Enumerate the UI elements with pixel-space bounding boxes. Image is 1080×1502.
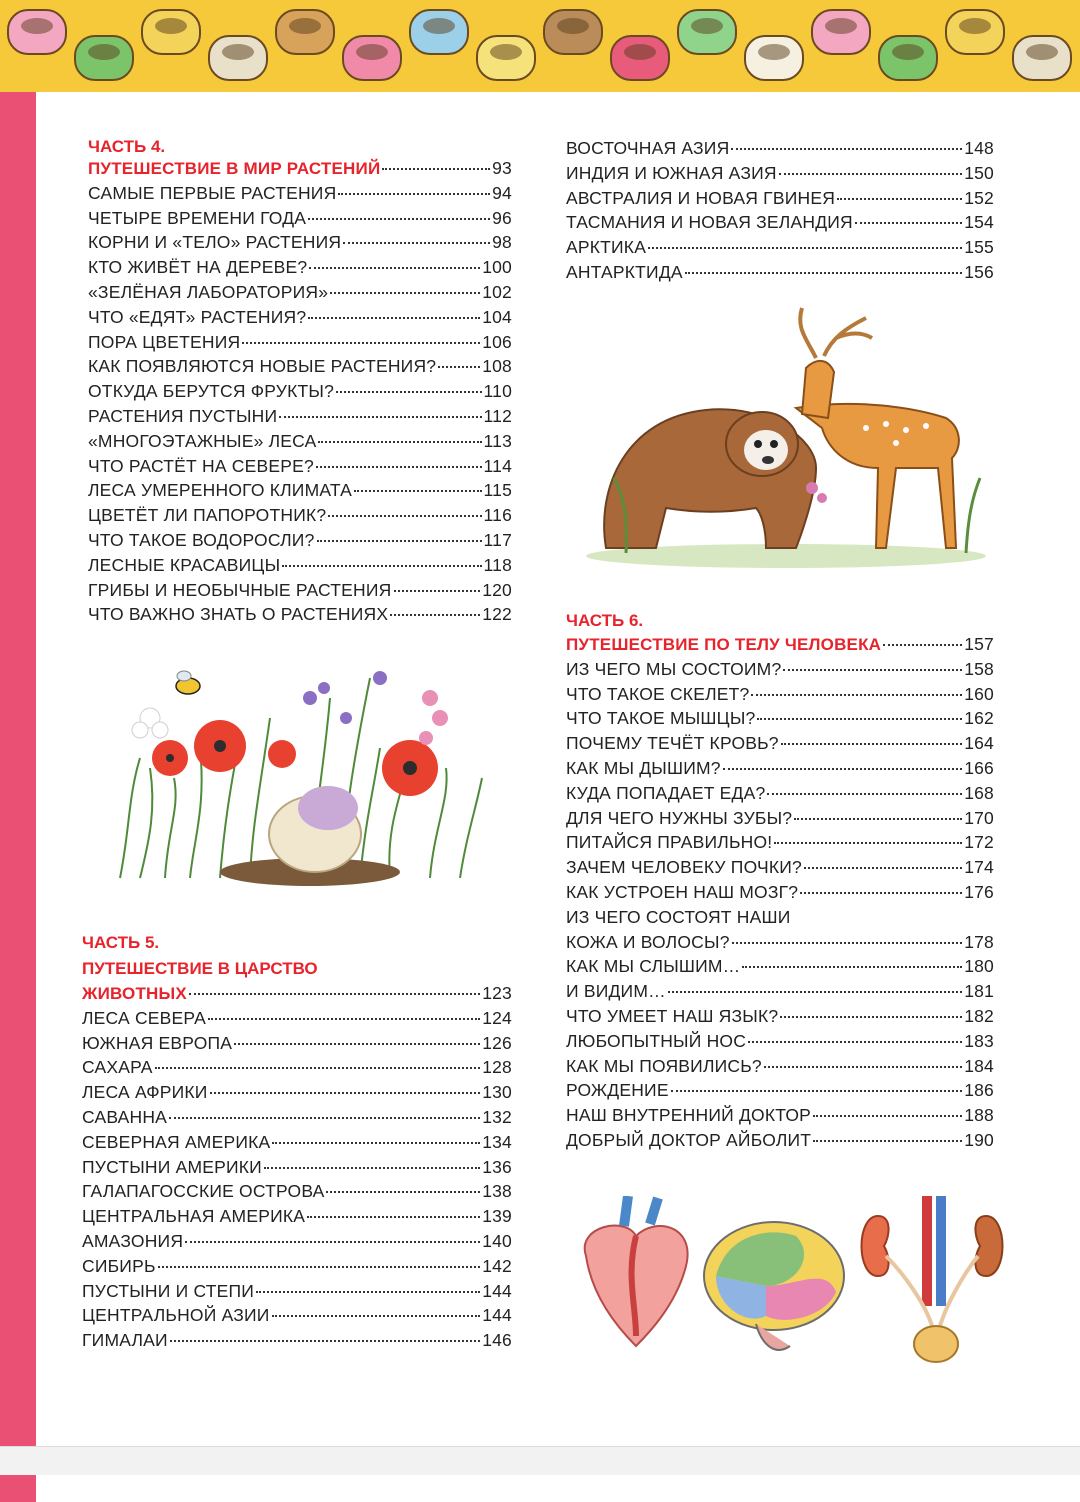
toc-entry[interactable] bbox=[82, 1231, 512, 1256]
toc-entry-title: АВСТРАЛИЯ И НОВАЯ ГВИНЕЯ bbox=[566, 187, 836, 208]
toc-entry-title: ПОРА ЦВЕТЕНИЯ bbox=[88, 331, 241, 352]
leader-dots bbox=[780, 1016, 962, 1018]
toc-entry-page: 158 bbox=[964, 658, 994, 679]
toc-entry-page: 106 bbox=[482, 331, 512, 352]
toc-entry[interactable] bbox=[88, 381, 512, 406]
toc-entry-title: ЧТО УМЕЕТ НАШ ЯЗЫК? bbox=[566, 1005, 779, 1026]
leader-dots bbox=[242, 342, 480, 344]
toc-entry-page: 182 bbox=[964, 1005, 994, 1026]
toc-entry[interactable] bbox=[566, 1056, 994, 1081]
toc-entry[interactable] bbox=[566, 1130, 994, 1155]
toc-entry-title: «МНОГОЭТАЖНЫЕ» ЛЕСА bbox=[88, 430, 317, 451]
shoes-border-illustration bbox=[0, 0, 1080, 92]
toc-entry-page: 164 bbox=[964, 733, 994, 754]
toc-entry-page: 176 bbox=[964, 881, 994, 902]
toc-entry-title: КАК УСТРОЕН НАШ МОЗГ? bbox=[566, 881, 799, 902]
toc-entry[interactable] bbox=[82, 1256, 512, 1281]
leader-dots bbox=[757, 718, 962, 720]
part6-label: ЧАСТЬ 6. bbox=[566, 611, 644, 630]
leader-dots bbox=[774, 842, 962, 844]
part5-title-line2: ЖИВОТНЫХ bbox=[82, 984, 187, 1003]
toc-entry-page: 144 bbox=[482, 1305, 512, 1326]
heart-icon bbox=[585, 1196, 688, 1346]
toc-entry[interactable] bbox=[82, 1206, 512, 1231]
leader-dots bbox=[804, 867, 962, 869]
toc-entry-title: КОЖА И ВОЛОСЫ? bbox=[566, 931, 730, 952]
toc-entry-title: КОРНИ И «ТЕЛО» РАСТЕНИЯ bbox=[88, 232, 342, 253]
leader-dots bbox=[234, 1043, 480, 1045]
toc-entry[interactable] bbox=[88, 480, 512, 505]
toc-entry-title: КТО ЖИВЁТ НА ДЕРЕВЕ? bbox=[88, 257, 308, 278]
part5-entries bbox=[82, 1008, 512, 1355]
toc-entry-title: СИБИРЬ bbox=[82, 1255, 156, 1276]
leader-dots bbox=[779, 173, 962, 175]
toc-entry-title: ИЗ ЧЕГО СОСТОЯТ НАШИ bbox=[566, 906, 791, 927]
toc-entry-page: 180 bbox=[964, 956, 994, 977]
toc-entry-page: 130 bbox=[482, 1082, 512, 1103]
flowers-dinosaur-illustration bbox=[110, 658, 502, 888]
leader-dots bbox=[767, 793, 962, 795]
toc-entry-page: 104 bbox=[482, 306, 512, 327]
leader-dots bbox=[189, 993, 480, 995]
leader-dots bbox=[648, 247, 962, 249]
toc-entry-title: КАК МЫ ДЫШИМ? bbox=[566, 757, 721, 778]
leader-dots bbox=[813, 1140, 962, 1142]
part6-title: ПУТЕШЕСТВИЕ ПО ТЕЛУ ЧЕЛОВЕКА bbox=[566, 635, 882, 654]
toc-entry-title: ГАЛАПАГОССКИЕ ОСТРОВА bbox=[82, 1181, 325, 1202]
toc-entry[interactable] bbox=[566, 832, 994, 857]
toc-entry-title: ЛЕСНЫЕ КРАСАВИЦЫ bbox=[88, 554, 281, 575]
toc-entry-title: НАШ ВНУТРЕННИЙ ДОКТОР bbox=[566, 1105, 812, 1126]
toc-entry-page: 174 bbox=[964, 857, 994, 878]
toc-entry[interactable] bbox=[566, 708, 994, 733]
toc-entry-title: АМАЗОНИЯ bbox=[82, 1230, 184, 1251]
toc-entry-page: 118 bbox=[483, 554, 512, 575]
toc-entry[interactable] bbox=[566, 188, 994, 213]
leader-dots bbox=[336, 391, 481, 393]
leader-dots bbox=[272, 1142, 480, 1144]
toc-entry-page: 94 bbox=[492, 182, 512, 203]
leader-dots bbox=[800, 892, 962, 894]
leader-dots bbox=[308, 218, 490, 220]
leader-dots bbox=[751, 694, 962, 696]
top-shoes-border bbox=[0, 0, 1080, 92]
toc-entry-title: КУДА ПОПАДАЕТ ЕДА? bbox=[566, 782, 766, 803]
toc-entry-title: ЮЖНАЯ ЕВРОПА bbox=[82, 1032, 233, 1053]
leader-dots bbox=[855, 222, 962, 224]
leader-dots bbox=[338, 193, 490, 195]
toc-entry-page: 134 bbox=[482, 1131, 512, 1152]
toc-entry[interactable] bbox=[566, 758, 994, 783]
leader-dots bbox=[210, 1092, 481, 1094]
toc-entry-page: 136 bbox=[482, 1156, 512, 1177]
leader-dots bbox=[318, 441, 481, 443]
leader-dots bbox=[794, 818, 962, 820]
toc-entry[interactable] bbox=[88, 332, 512, 357]
toc-entry[interactable] bbox=[566, 882, 994, 907]
leader-dots bbox=[326, 1191, 480, 1193]
toc-entry-title: САХАРА bbox=[82, 1057, 153, 1078]
toc-entry[interactable] bbox=[82, 1281, 512, 1306]
toc-entry-title: ЧЕТЫРЕ ВРЕМЕНИ ГОДА bbox=[88, 207, 307, 228]
toc-entry[interactable] bbox=[566, 163, 994, 188]
toc-entry-title: ЧТО ТАКОЕ МЫШЦЫ? bbox=[566, 708, 756, 729]
toc-entry-page: 100 bbox=[482, 257, 512, 278]
toc-entry[interactable] bbox=[88, 406, 512, 431]
toc-entry-title: ПОЧЕМУ ТЕЧЁТ КРОВЬ? bbox=[566, 733, 779, 754]
leader-dots bbox=[394, 590, 481, 592]
toc-entry[interactable] bbox=[82, 1008, 512, 1033]
toc-entry[interactable] bbox=[82, 1132, 512, 1157]
toc-part4 bbox=[88, 136, 512, 629]
toc-entry[interactable] bbox=[88, 282, 512, 307]
toc-entry-title: ТАСМАНИЯ И НОВАЯ ЗЕЛАНДИЯ bbox=[566, 212, 853, 233]
toc-entry-page: 124 bbox=[482, 1007, 512, 1028]
part6-title-row[interactable] bbox=[566, 634, 994, 659]
toc-entry-page: 156 bbox=[964, 261, 994, 282]
leader-dots bbox=[279, 416, 481, 418]
leader-dots bbox=[723, 768, 962, 770]
leader-dots bbox=[317, 540, 482, 542]
toc-entry-title: ЦВЕТЁТ ЛИ ПАПОРОТНИК? bbox=[88, 505, 327, 526]
toc-entry-page: 112 bbox=[483, 405, 512, 426]
toc-entry[interactable] bbox=[566, 981, 994, 1006]
leader-dots bbox=[170, 1340, 480, 1342]
toc-entry[interactable] bbox=[82, 1157, 512, 1182]
toc-entry-page: 170 bbox=[964, 807, 994, 828]
toc-entry-title: ЛЕСА АФРИКИ bbox=[82, 1082, 208, 1103]
toc-entry[interactable] bbox=[88, 555, 512, 580]
toc-entry-title: АНТАРКТИДА bbox=[566, 261, 683, 282]
part6-page: 157 bbox=[964, 634, 994, 654]
toc-entry-page: 120 bbox=[482, 579, 512, 600]
toc-entry-title: ЦЕНТРАЛЬНАЯ АМЕРИКА bbox=[82, 1206, 306, 1227]
toc-entry[interactable] bbox=[566, 733, 994, 758]
leader-dots bbox=[272, 1315, 481, 1317]
toc-entry-page: 126 bbox=[482, 1032, 512, 1053]
toc-entry[interactable] bbox=[88, 257, 512, 282]
toc-entry-page: 140 bbox=[482, 1230, 512, 1251]
toc-entry-title: ПУСТЫНИ АМЕРИКИ bbox=[82, 1156, 262, 1177]
leader-dots bbox=[390, 614, 480, 616]
part5-entries-continued bbox=[566, 138, 994, 287]
leader-dots bbox=[343, 242, 490, 244]
part4-label: ЧАСТЬ 4. bbox=[88, 137, 166, 156]
toc-entry-title: САМЫЕ ПЕРВЫЕ РАСТЕНИЯ bbox=[88, 182, 337, 203]
toc-entry[interactable] bbox=[82, 1033, 512, 1058]
leader-dots bbox=[158, 1266, 481, 1268]
leader-dots bbox=[354, 490, 481, 492]
leader-dots bbox=[208, 1018, 480, 1020]
leader-dots bbox=[783, 669, 962, 671]
leader-dots bbox=[731, 148, 962, 150]
toc-entry-page: 148 bbox=[964, 138, 994, 158]
toc-entry[interactable] bbox=[82, 1057, 512, 1082]
toc-entry[interactable] bbox=[566, 1080, 994, 1105]
toc-entry[interactable] bbox=[566, 1006, 994, 1031]
toc-entry-title: ДОБРЫЙ ДОКТОР АЙБОЛИТ bbox=[566, 1129, 812, 1150]
part5-title-line1: ПУТЕШЕСТВИЕ В ЦАРСТВО bbox=[82, 959, 318, 978]
toc-entry-page: 160 bbox=[964, 683, 994, 704]
part4-entries bbox=[88, 183, 512, 629]
part4-title: ПУТЕШЕСТВИЕ В МИР РАСТЕНИЙ bbox=[88, 159, 381, 178]
leader-dots bbox=[671, 1090, 963, 1092]
toc-entry-title: КАК МЫ ПОЯВИЛИСЬ? bbox=[566, 1055, 762, 1076]
toc-entry-title: ПУСТЫНИ И СТЕПИ bbox=[82, 1280, 255, 1301]
toc-entry-page: 178 bbox=[964, 931, 994, 952]
leader-dots bbox=[732, 942, 963, 944]
toc-entry-page: 138 bbox=[482, 1181, 512, 1202]
toc-entry[interactable] bbox=[566, 684, 994, 709]
leader-dots bbox=[742, 966, 962, 968]
toc-entry-page: 183 bbox=[964, 1030, 994, 1051]
toc-entry-page: 113 bbox=[483, 430, 512, 451]
leader-dots bbox=[282, 565, 481, 567]
toc-entry-page: 190 bbox=[964, 1129, 994, 1150]
toc-entry-title: ГРИБЫ И НЕОБЫЧНЫЕ РАСТЕНИЯ bbox=[88, 579, 392, 600]
toc-entry-title: ЛЕСА УМЕРЕННОГО КЛИМАТА bbox=[88, 480, 353, 501]
leader-dots bbox=[328, 515, 481, 517]
toc-entry-page: 188 bbox=[964, 1105, 994, 1126]
toc-entry-title: ЧТО ВАЖНО ЗНАТЬ О РАСТЕНИЯХ bbox=[88, 604, 389, 625]
toc-entry[interactable] bbox=[82, 1082, 512, 1107]
toc-entry[interactable] bbox=[82, 1181, 512, 1206]
toc-entry-page: 142 bbox=[482, 1255, 512, 1276]
toc-entry-title: ЧТО ТАКОЕ ВОДОРОСЛИ? bbox=[88, 529, 315, 550]
toc-part5 bbox=[82, 932, 512, 1355]
toc-entry[interactable] bbox=[566, 907, 994, 932]
toc-entry[interactable] bbox=[88, 356, 512, 381]
part5-page: 123 bbox=[482, 983, 512, 1003]
leader-dots bbox=[813, 1115, 962, 1117]
leader-dots bbox=[883, 644, 962, 646]
toc-entry-page: 108 bbox=[482, 356, 512, 377]
toc-entry-page: 128 bbox=[482, 1057, 512, 1078]
toc-entry-title: КАК МЫ СЛЫШИМ… bbox=[566, 956, 741, 977]
toc-entry[interactable] bbox=[88, 456, 512, 481]
toc-entry-page: 122 bbox=[482, 604, 512, 625]
toc-entry-page: 154 bbox=[964, 212, 994, 233]
toc-entry[interactable] bbox=[566, 808, 994, 833]
toc-entry-page: 98 bbox=[492, 232, 512, 253]
toc-entry[interactable] bbox=[82, 1330, 512, 1355]
toc-entry-page: 172 bbox=[964, 832, 994, 853]
toc-entry-title: И ВИДИМ… bbox=[566, 981, 666, 1002]
toc-entry-page: 102 bbox=[482, 281, 512, 302]
toc-entry-title: ИНДИЯ И ЮЖНАЯ АЗИЯ bbox=[566, 162, 777, 183]
toc-entry-page: 139 bbox=[482, 1206, 512, 1227]
toc-entry-page: 146 bbox=[482, 1330, 512, 1351]
toc-entry[interactable] bbox=[88, 307, 512, 332]
toc-entry[interactable] bbox=[88, 505, 512, 530]
part6-entries bbox=[566, 659, 994, 1155]
toc-entry-title: ЧТО РАСТЁТ НА СЕВЕРЕ? bbox=[88, 455, 314, 476]
organs-illustration bbox=[566, 1196, 1012, 1376]
toc-entry-title: КАК ПОЯВЛЯЮТСЯ НОВЫЕ РАСТЕНИЯ? bbox=[88, 356, 437, 377]
toc-entry-title: ОТКУДА БЕРУТСЯ ФРУКТЫ? bbox=[88, 381, 335, 402]
leader-dots bbox=[155, 1067, 481, 1069]
toc-entry[interactable] bbox=[566, 262, 994, 287]
toc-entry-page: 152 bbox=[964, 187, 994, 208]
toc-entry-title: ЧТО ТАКОЕ СКЕЛЕТ? bbox=[566, 683, 750, 704]
toc-entry-page: 116 bbox=[483, 505, 512, 526]
toc-entry[interactable] bbox=[566, 857, 994, 882]
leader-dots bbox=[309, 267, 480, 269]
toc-entry-title: СЕВЕРНАЯ АМЕРИКА bbox=[82, 1131, 271, 1152]
toc-entry-title: РАСТЕНИЯ ПУСТЫНИ bbox=[88, 405, 278, 426]
toc-entry[interactable] bbox=[566, 1105, 994, 1130]
toc-entry[interactable] bbox=[82, 1305, 512, 1330]
leader-dots bbox=[316, 466, 482, 468]
toc-entry[interactable] bbox=[566, 1031, 994, 1056]
toc-entry-page: 110 bbox=[483, 381, 512, 402]
toc-entry-title: ПИТАЙСЯ ПРАВИЛЬНО! bbox=[566, 832, 773, 853]
toc-entry-page: 150 bbox=[964, 162, 994, 183]
toc-entry[interactable] bbox=[566, 237, 994, 262]
toc-entry-page: 144 bbox=[482, 1280, 512, 1301]
toc-entry-page: 166 bbox=[964, 757, 994, 778]
toc-entry-page: 181 bbox=[964, 981, 994, 1002]
leader-dots bbox=[256, 1291, 480, 1293]
toc-entry[interactable] bbox=[566, 932, 994, 957]
toc-entry[interactable] bbox=[88, 604, 512, 629]
toc-entry-title: «ЗЕЛЁНАЯ ЛАБОРАТОРИЯ» bbox=[88, 281, 329, 302]
toc-entry-title: ЦЕНТРАЛЬНОЙ АЗИИ bbox=[82, 1305, 270, 1326]
leader-dots bbox=[748, 1041, 962, 1043]
toc-entry[interactable] bbox=[88, 530, 512, 555]
leader-dots bbox=[781, 743, 962, 745]
toc-entry[interactable] bbox=[566, 783, 994, 808]
toc-entry-title: ЧТО «ЕДЯТ» РАСТЕНИЯ? bbox=[88, 306, 307, 327]
leader-dots bbox=[307, 1216, 480, 1218]
leader-dots bbox=[382, 168, 490, 170]
part5-title-row[interactable] bbox=[82, 983, 512, 1008]
toc-entry-title: ЛЮБОПЫТНЫЙ НОС bbox=[566, 1030, 747, 1051]
toc-entry[interactable] bbox=[88, 183, 512, 208]
toc-entry-page: 184 bbox=[964, 1055, 994, 1076]
leader-dots bbox=[185, 1241, 480, 1243]
part4-page: 93 bbox=[492, 158, 512, 178]
leader-dots bbox=[685, 272, 962, 274]
toc-entry-title: АРКТИКА bbox=[566, 237, 647, 258]
left-pink-border bbox=[0, 92, 36, 1474]
bear-deer-illustration bbox=[566, 298, 994, 570]
toc-entry-title: САВАННА bbox=[82, 1106, 168, 1127]
kidneys-icon bbox=[862, 1196, 1003, 1362]
toc-entry-page: 132 bbox=[482, 1106, 512, 1127]
toc-entry-title: ДЛЯ ЧЕГО НУЖНЫ ЗУБЫ? bbox=[566, 807, 793, 828]
toc-entry-page: 155 bbox=[964, 237, 994, 258]
leader-dots bbox=[764, 1066, 962, 1068]
toc-entry[interactable] bbox=[88, 232, 512, 257]
toc-entry-page: 186 bbox=[964, 1080, 994, 1101]
toc-entry[interactable] bbox=[82, 1107, 512, 1132]
toc-entry-title: ИЗ ЧЕГО МЫ СОСТОИМ? bbox=[566, 658, 782, 679]
toc-entry-title: ВОСТОЧНАЯ АЗИЯ bbox=[566, 138, 730, 158]
bottom-page-edge bbox=[0, 1446, 1080, 1475]
toc-entry[interactable] bbox=[566, 956, 994, 981]
toc-entry-page: 96 bbox=[492, 207, 512, 228]
toc-entry-page: 115 bbox=[483, 480, 512, 501]
leader-dots bbox=[330, 292, 480, 294]
brain-icon bbox=[704, 1222, 844, 1350]
toc-entry-page: 168 bbox=[964, 782, 994, 803]
toc-entry[interactable] bbox=[88, 580, 512, 605]
toc-entry[interactable] bbox=[566, 212, 994, 237]
toc-entry[interactable] bbox=[566, 659, 994, 684]
leader-dots bbox=[668, 991, 962, 993]
toc-part6 bbox=[566, 610, 994, 1155]
toc-entry-page: 117 bbox=[483, 529, 512, 550]
toc-entry-title: ЗАЧЕМ ЧЕЛОВЕКУ ПОЧКИ? bbox=[566, 857, 802, 878]
leader-dots bbox=[169, 1117, 480, 1119]
leader-dots bbox=[438, 366, 480, 368]
part5-label: ЧАСТЬ 5. bbox=[82, 933, 160, 952]
toc-entry-page: 162 bbox=[964, 708, 994, 729]
leader-dots bbox=[264, 1167, 480, 1169]
toc-entry-title: ГИМАЛАИ bbox=[82, 1330, 168, 1351]
toc-entry-page: 114 bbox=[483, 455, 512, 476]
leader-dots bbox=[837, 198, 962, 200]
toc-entry[interactable] bbox=[566, 138, 994, 163]
toc-entry[interactable] bbox=[88, 208, 512, 233]
toc-part5-continued bbox=[566, 138, 994, 287]
toc-entry-title: РОЖДЕНИЕ bbox=[566, 1080, 669, 1101]
part4-title-row[interactable] bbox=[88, 158, 512, 183]
toc-entry-title: ЛЕСА СЕВЕРА bbox=[82, 1007, 206, 1028]
leader-dots bbox=[308, 317, 480, 319]
toc-entry[interactable] bbox=[88, 431, 512, 456]
